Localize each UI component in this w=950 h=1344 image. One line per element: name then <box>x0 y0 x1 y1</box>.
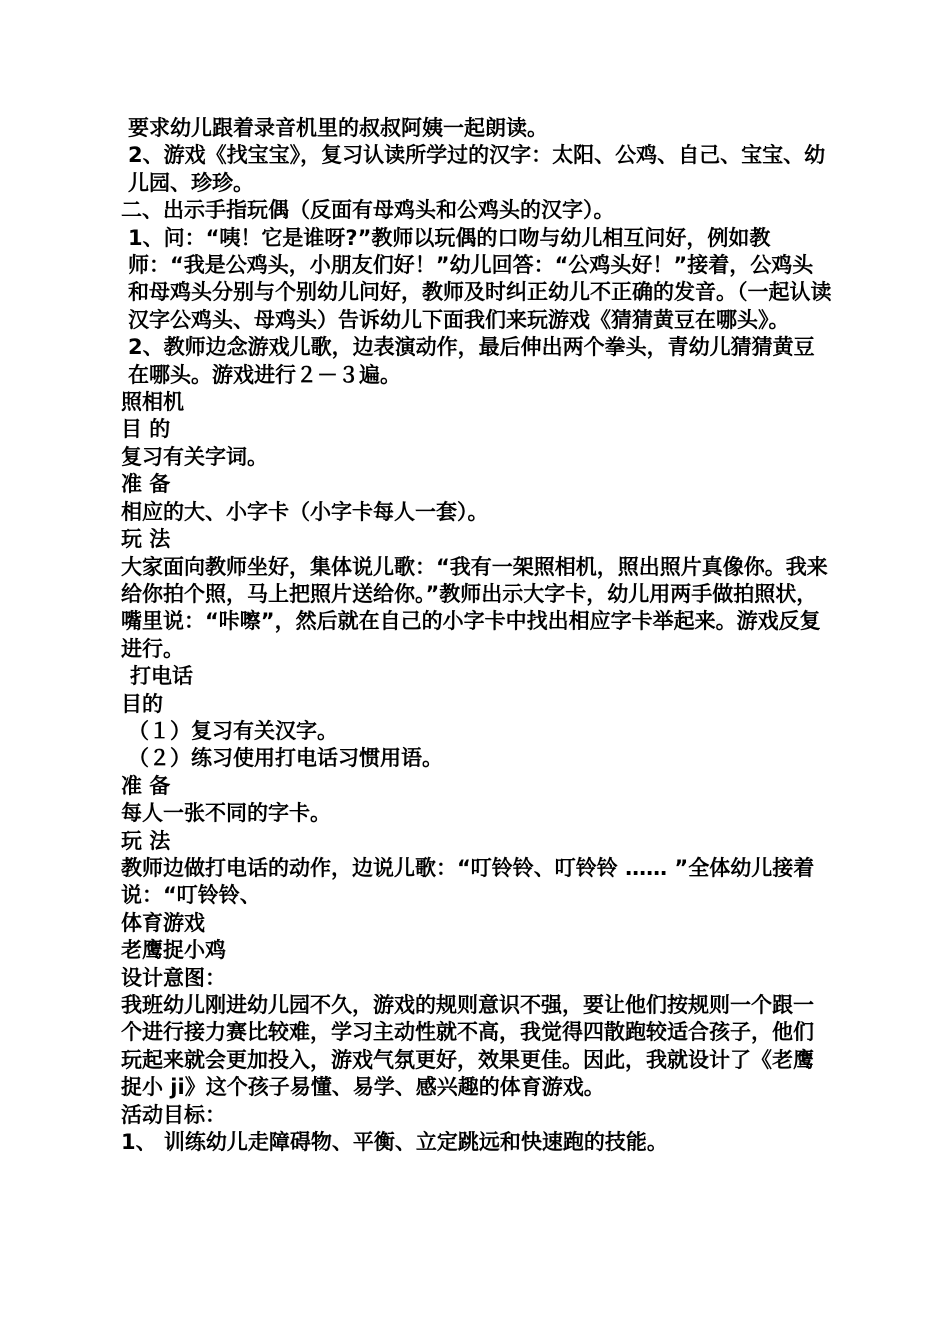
paragraph-camera-rules: 大家面向教师坐好，集体说儿歌：“我有一架照相机，照出照片真像你。我来给你拍个照，马上把照片送给你。”教师出示大字卡，幼儿用两手做拍照状，嘴里说：“咔嚓”，然后就在自己的小字卡中找出相应字卡举起来。游戏反复进行。 <box>121 554 828 661</box>
section-heading-finger-puppet: 二、出示手指玩偶（反面有母鸡头和公鸡头的汉字）。 <box>121 198 615 223</box>
paragraph-design-intent: 我班幼儿刚进幼儿园不久，游戏的规则意识不强，要让他们按规则一个跟一个进行接力赛比较难，学习主动性就不高，我觉得四散跑较适合孩子，他们玩起来就会更加投入，游戏气氛更好，效果更佳。因此，我就设计了《老鹰捉小 ji》这个孩子易懂、易学、感兴趣的体育游戏。 <box>121 993 814 1100</box>
paragraph-find-baby-game: 2、游戏《找宝宝》，复习认读所学过的汉字：太阳、公鸡、自己、宝宝、幼儿园、珍珍。 <box>128 143 826 195</box>
label-how-to-play-2: 玩 法 <box>121 828 171 853</box>
list-item-activity-goal-1: 1、 训练幼儿走障碍物、平衡、立定跳远和快速跑的技能。 <box>121 1130 668 1155</box>
label-design-intent: 设计意图： <box>121 965 226 990</box>
text-preparation-cards: 相应的大、小字卡（小字卡每人一套）。 <box>121 499 489 524</box>
label-goal: 目 的 <box>121 417 171 442</box>
game-title-eagle-chicks: 老鹰捉小鸡 <box>121 938 226 963</box>
document-body <box>116 115 832 1156</box>
game-title-phone-call: 打电话 <box>130 664 193 689</box>
text-goal-review-words: 复习有关字词。 <box>121 444 268 469</box>
paragraph-puppet-greeting: 1、问：“咦！它是谁呀?”教师以玩偶的口吻与幼儿相互问好，例如教师：“我是公鸡头，小朋友们好！”幼儿回答：“公鸡头好！”接着，公鸡头和母鸡头分别与个别幼儿问好，教师及时纠正幼儿不正确的发音。（一起认读汉字公鸡头、母鸡头）告诉幼儿下面我们来玩游戏《猜猜黄豆在哪头》。 <box>128 225 832 332</box>
label-goal-2: 目的 <box>121 691 163 716</box>
paragraph-phone-rules: 教师边做打电话的动作，边说儿歌：“叮铃铃、叮铃铃 …… ”全体幼儿接着说：“叮铃铃、 <box>121 855 815 908</box>
heading-pe-games: 体育游戏 <box>121 910 205 935</box>
label-preparation-2: 准 备 <box>121 773 171 798</box>
list-item-goal-2: （２）练习使用打电话习惯用语。 <box>128 746 443 771</box>
list-item-goal-1: （１）复习有关汉字。 <box>128 718 338 743</box>
label-how-to-play: 玩 法 <box>121 527 171 552</box>
paragraph-guess-beans: 2、教师边念游戏儿歌，边表演动作，最后伸出两个拳头，青幼儿猜猜黄豆在哪头。游戏进行２－３遍。 <box>128 335 815 387</box>
game-title-camera: 照相机 <box>121 390 184 415</box>
label-activity-goals: 活动目标： <box>121 1102 226 1127</box>
label-preparation: 准 备 <box>121 472 171 497</box>
text-preparation-card-each: 每人一张不同的字卡。 <box>121 801 331 826</box>
paragraph-read-along: 要求幼儿跟着录音机里的叔叔阿姨一起朗读。 <box>128 116 548 140</box>
